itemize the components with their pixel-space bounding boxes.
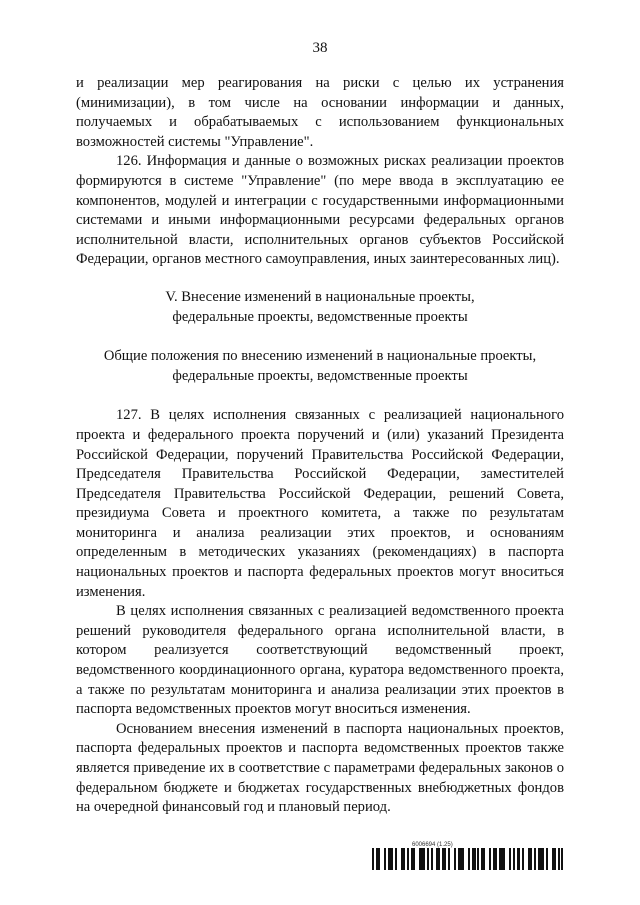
subsection-heading-line-1: Общие положения по внесению изменений в национальные проекты, [103, 348, 537, 365]
paragraph-continuation: и реализации мер реагирования на риски с целью их устранения (минимизации), в том числе на основании информации и данных, получаемых и обрабатываемых с использованием функциональных возможностей системы "Управление". [76, 75, 564, 150]
page-number: 38 [312, 40, 328, 56]
section-heading-line-2: федеральные проекты, ведомственные проекты [172, 308, 468, 325]
barcode-stripe [561, 848, 563, 870]
barcode-label: 6006694 (1.25) [412, 842, 453, 848]
paragraph-126: 126. Информация и данные о возможных рисках реализации проектов формируются в системе "Управление" (по мере ввода в эксплуатацию ее компонентов, модулей и интеграции с государственными информационными системами и иными информационными ресурсами федеральных органов исполнительной власти, исполнительных органов субъектов Российской Федерации, органов местного самоуправления, иных заинтересованных лиц). [76, 153, 564, 268]
paragraph-127: 127. В целях исполнения связанных с реализацией национального проекта и федерального проекта поручений и (или) указаний Президента Российской Федерации, поручений Правительства Российской Федерации, Председателя Правительства Российской Федерации, заместителей Председателя Правительства Российской Федерации, решений Совета, президиума Совета и проектного комитета, а также по результатам мониторинга и анализа реализации этих проектов, и основаниям определенным в методических указаниях (рекомендациях) в паспорта национальных проектов и паспорта федеральных проектов могут вноситься изменения. [76, 407, 564, 600]
paragraph-departmental-projects: В целях исполнения связанных с реализацией ведомственного проекта решений руководителя федерального органа исполнительной власти, в котором реализуется соответствующий ведомственный проект, ведомственного координационного органа, куратора ведомственного проекта, а также по результатам мониторинга и анализа реализации этих проектов в паспорта ведомственных проектов могут вноситься изменения. [76, 603, 564, 718]
document-body [76, 74, 564, 818]
barcode [372, 848, 564, 870]
section-heading-line-1: V. Внесение изменений в национальные проекты, [165, 288, 475, 305]
subsection-heading-line-2: федеральные проекты, ведомственные проекты [172, 367, 468, 384]
paragraph-basis-of-changes: Основанием внесения изменений в паспорта национальных проектов, паспорта федеральных проектов и паспорта ведомственных проектов также является приведение их в соответствие с параметрами федеральных законов о федеральном бюджете и бюджетах государственных внебюджетных фондов на очередной финансовый год и плановый период. [76, 720, 564, 816]
